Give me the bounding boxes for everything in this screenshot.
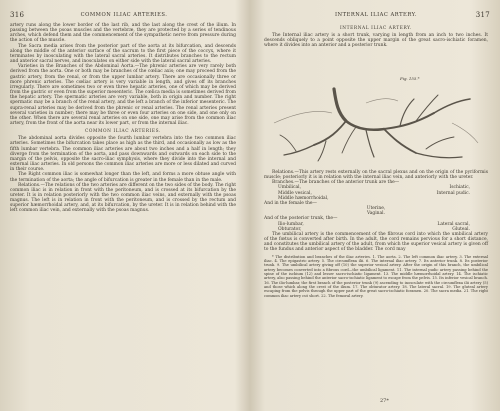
right-body (264, 170, 488, 298)
branch-name: Internal pudic. (436, 190, 470, 196)
branch-name: Vaginal. (366, 211, 386, 217)
section-title: INTERNAL ILIAC ARTERY. (340, 26, 412, 31)
paragraph: And of the posterior trunk, the— (264, 216, 338, 222)
section-title: COMMON ILIAC ARTERIES. (85, 129, 161, 135)
left-page-body (10, 23, 236, 214)
branch-name: Uterine, (366, 206, 386, 212)
paragraph: Relations.—This artery rests externally on the sacral plexus and on the origin of the pyriformis muscle; posteriorly it is in relation with the internal iliac vein, and anteriorly with the ureter. (264, 170, 488, 181)
paragraph: The Internal iliac artery is a short trunk, varying in length from an inch to two inches. It descends obliquely to a point opposite the upper margin of the great sacro-ischiatic foramen, where it divides into an anterior and a posterior trunk. (264, 33, 488, 49)
paragraph: The abdominal aorta divides opposite the fourth lumbar vertebra into the two common iliac arteries. Sometimes the bifurcation takes place as high as the third, and occasionally as low as the fifth lumbar vertebra. The common iliac arteries are about two inches and a half in length; they diverge from the termination of the aorta, and pass downwards and outwards on each side to the margin of the pelvis, opposite the sacro-iliac symphysis, where they divide into the internal and external iliac arteries. In old persons the common iliac arteries are more or less dilated and curved in their course. (10, 136, 236, 173)
right-intro-block (264, 23, 488, 49)
branch-name: Lateral sacral, (437, 221, 470, 227)
paragraph: artery runs along the lower border of the last rib, and the last along the crest of the ilium. In passing between the psoas muscles and the vertebræ, they are protected by a series of tendinous arches, which defend them and the commencement of the sympathetic nerve from pressure during the action of the muscle. (10, 23, 236, 44)
paragraph: The umbilical artery is the commencement of the fibrous cord into which the umbilical artery of the fœtus is converted after birth. In the adult, the cord remains pervious for a short distance, and constitutes the umbilical artery of the adult, from which the superior vesical artery is given off to the fundus and anterior aspect of the bladder. The cord may (264, 231, 488, 253)
right-page-number: 317 (475, 11, 490, 19)
left-page (0, 0, 248, 411)
branch-name: Ischiatic, (449, 185, 470, 191)
footnote: * The distribution and branches of the iliac arteries. 1. The aorta. 2. The left common iliac artery. 3. The external iliac. 4. The epigastric artery. 5. The circumflexa ilii. 6. The internal iliac artery. 7. Its anterior trunk. 8. Its posterior trunk. 9. The umbilical artery giving off (10) the superior vesical artery. After the origin of this branch, the umbilical artery becomes converted into a fibrous cord—the umbilical ligament. 11. The internal pudic artery passing behind the spine of the ischium (12) and lesser sacro-ischiatic ligament. 13. The middle hæmorrhoidal artery. 14. The ischiatic artery, also passing behind the anterior sacro-ischiatic ligament to escape from the pelvis. 15. Its inferior vesical branch. 16. The ilio-lumbar, the first branch of the posterior trunk (9) ascending to inosculate with the circumflexa ilii artery (5) and those which along the crest of the ilium. 17. The obturator artery. 18. The lateral sacral. 19. The gluteal artery escaping from the pelvis through the upper part of the great sacro-ischiatic foramen. 20. The sacra media. 21. The right common iliac artery cut short. 22. The femoral artery. (264, 254, 488, 298)
artery-diagram (266, 83, 486, 165)
figure-label: Fig. 155.* (400, 76, 420, 81)
branch-name: Obturator, (278, 226, 302, 232)
branch-name: Gluteal. (452, 226, 470, 232)
branch-name: Middle hæmorrhoidal, (278, 195, 329, 201)
paragraph: Relations.—The relations of the two arteries are different on the two sides of the body. The right common iliac is in relation in front with the peritoneum, and is crossed at its bifurcation by the ureter. It is in relation posteriorly with the two common iliac veins, and externally with the psoas magnus. The left is in relation in front with the peritoneum, and is crossed by the rectum and superior hæmorrhoidal artery, and, at its bifurcation, by the ureter. It is in relation behind with the left common iliac vein, and externally with the psoas magnus. (10, 182, 236, 214)
left-page-number: 316 (10, 11, 25, 19)
signature-mark: 27* (380, 398, 389, 404)
branch-name: Umbilical, (278, 185, 302, 191)
right-running-title: INTERNAL ILIAC ARTERY. (335, 12, 417, 18)
paragraph: Varieties in the Branches of the Abdominal Aorta.—The phrenic arteries are very rarely both derived from the aorta. One or both may be branches of the cœliac axis; one may proceed from the gastric artery, from the renal, or from the upper lumbar artery. There are occasionally three or more phrenic arteries. The cœliac artery is very variable in length, and gives off its branches irregularly. There are sometimes two or even three hepatic arteries, one of which may be derived from the gastric or even from the superior mesenteric. The cœlica media is sometimes derived from the hepatic artery. The spermatic arteries are very variable, both in origin and number. The right spermatic may be a branch of the renal artery, and the left a branch of the inferior mesenteric. The supra-renal arteries may be derived from the phrenic or renal arteries. The renal arteries present several varieties in number; there may be three or even four arteries on one side, and one only on the other. When there are several renal arteries on one side, one may arise from the common iliac artery, from the front of the aorta near its lower part, or from the internal iliac. (10, 64, 236, 126)
left-running-title: COMMON ILIAC ARTERIES. (80, 12, 168, 18)
left-page-header (10, 11, 238, 21)
paragraph: The Sacra media arises from the posterior part of the aorta at its bifurcation, and descends along the middle of the anterior surface of the sacrum to the first piece of the coccyx, where it terminates by inosculating with the lateral sacral arteries. It distributes branches to the rectum and anterior sacral nerves, and inosculates on either side with the lateral sacral arteries. (10, 43, 236, 65)
right-page-header (262, 11, 490, 21)
paragraph: The Right common iliac is somewhat longer than the left, and forms a more obtuse angle with the termination of the aorta; the angle of bifurcation is greater in the female than in the male. (10, 172, 236, 183)
paragraph: Branches.—The branches of the anterior trunk are the— (272, 180, 400, 186)
iliac-artery-illustration (266, 83, 486, 165)
branch-name: Ilio-lumbar, (278, 221, 304, 227)
right-page (252, 0, 500, 411)
branch-name: Middle vesical, (278, 190, 312, 196)
paragraph: And in the female the— (264, 200, 317, 206)
